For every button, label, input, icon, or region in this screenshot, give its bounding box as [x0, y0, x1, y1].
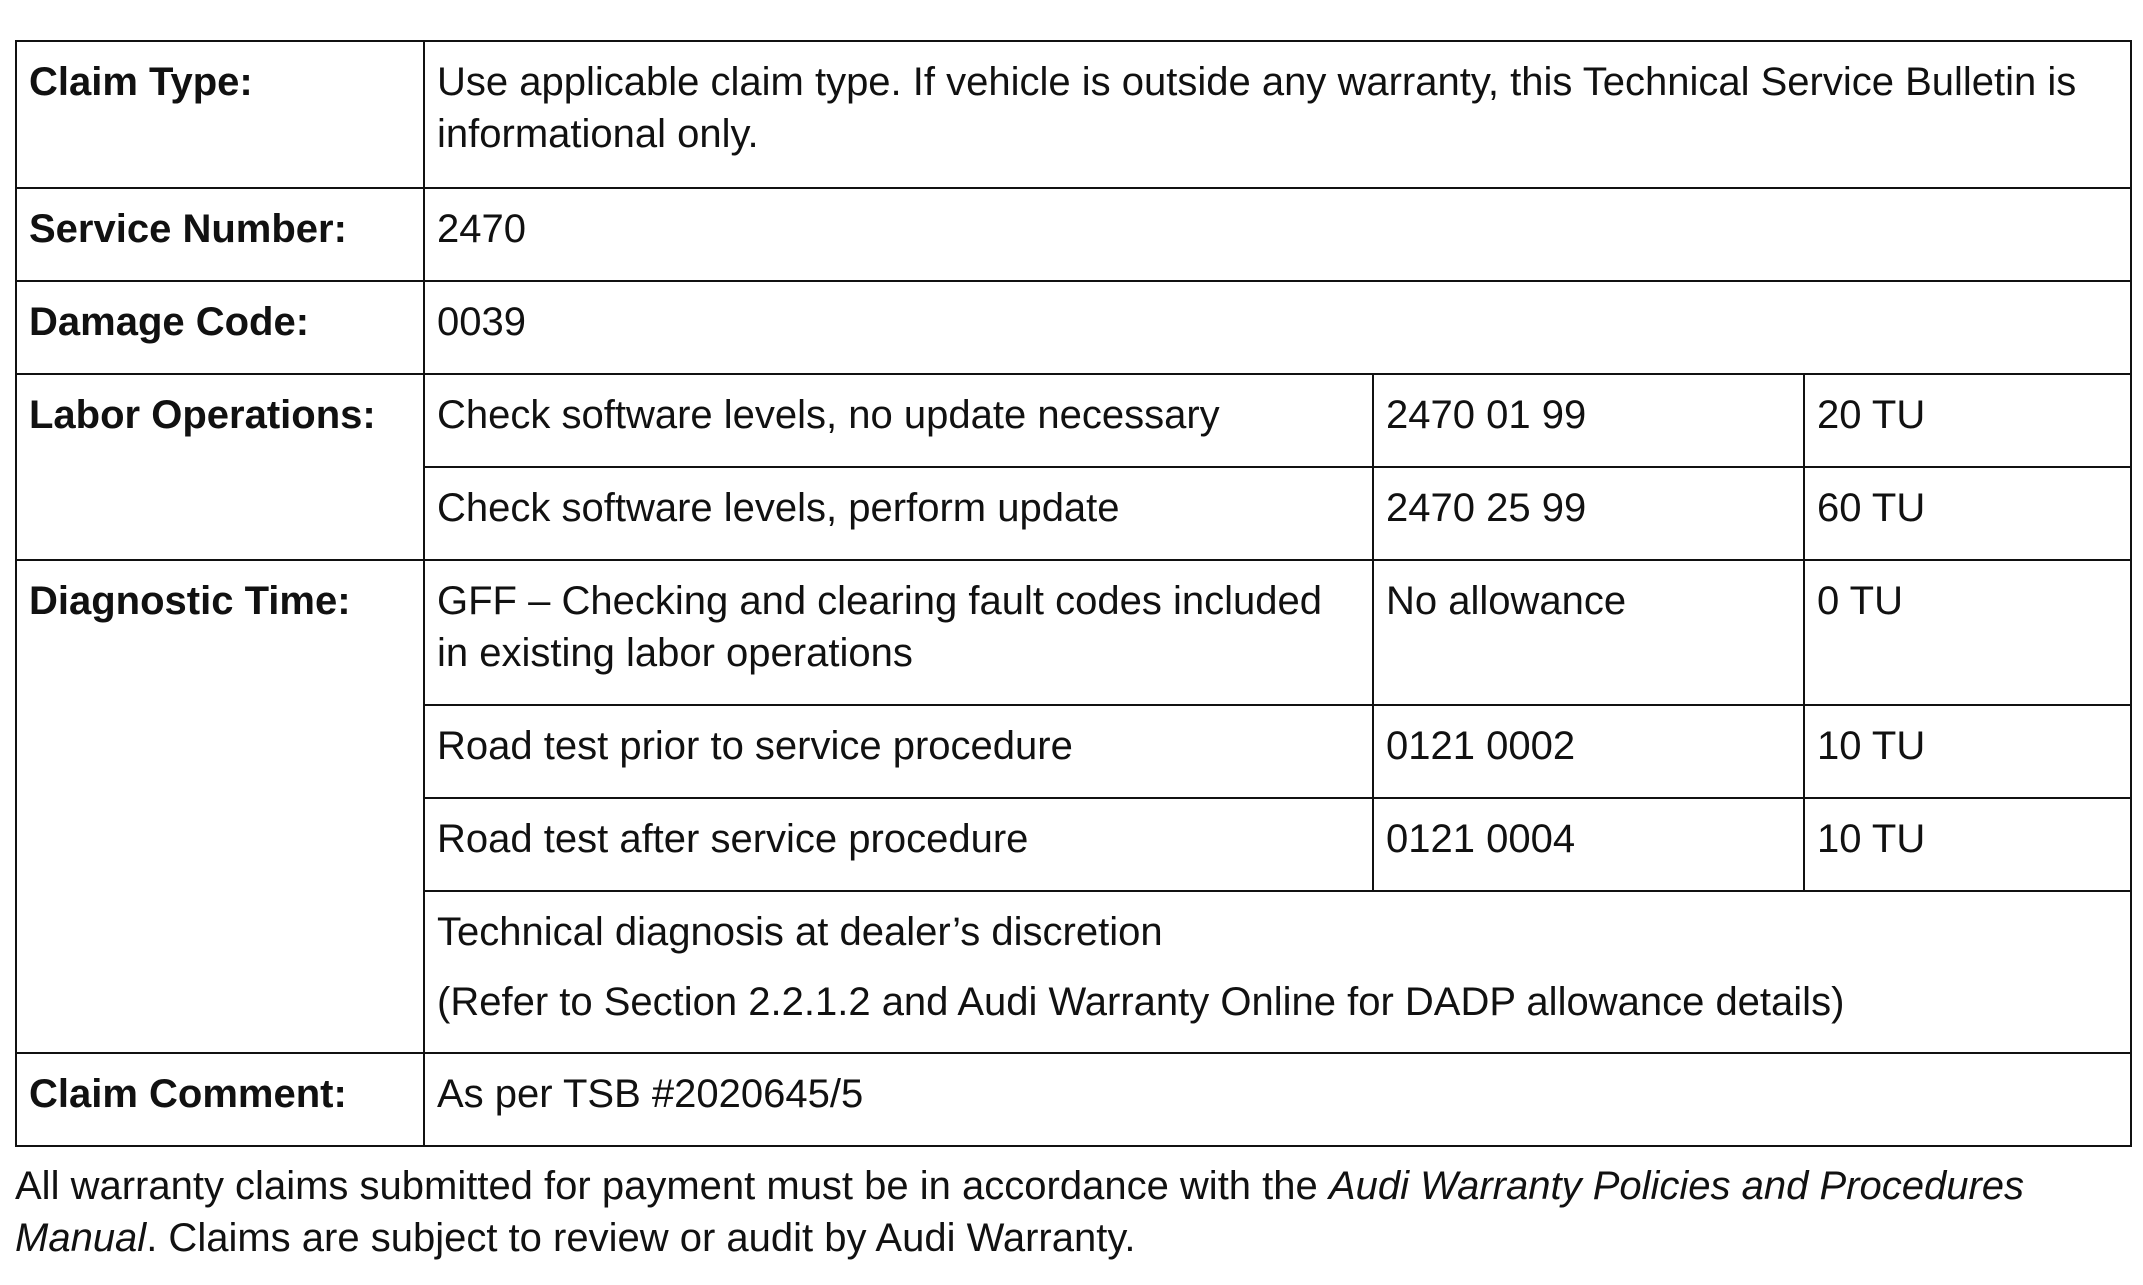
- footer-text-before: All warranty claims submitted for payment must be in accordance with the: [15, 1164, 1329, 1208]
- damage-code-row: [16, 281, 2131, 374]
- diagnostic-item-desc: GFF – Checking and clearing fault codes included in existing labor operations: [424, 560, 1373, 705]
- damage-code-label: Damage Code:: [16, 281, 424, 374]
- diagnostic-item-code: No allowance: [1373, 560, 1804, 705]
- warranty-footer-note: [15, 1160, 2135, 1264]
- claim-comment-row: [16, 1053, 2131, 1146]
- claim-comment-label: Claim Comment:: [16, 1053, 424, 1146]
- diagnostic-item-desc: Road test after service procedure: [424, 798, 1373, 891]
- footer-text-after: . Claims are subject to review or audit by Audi Warranty.: [146, 1216, 1136, 1260]
- service-number-label: Service Number:: [16, 188, 424, 281]
- diagnostic-time-label: Diagnostic Time:: [16, 560, 424, 1053]
- service-number-value: 2470: [424, 188, 2131, 281]
- diagnostic-item-code: 0121 0002: [1373, 705, 1804, 798]
- diagnostic-note-line2: (Refer to Section 2.2.1.2 and Audi Warranty Online for DADP allowance details): [437, 980, 1845, 1024]
- claim-type-label: Claim Type:: [16, 41, 424, 188]
- claim-type-value: Use applicable claim type. If vehicle is outside any warranty, this Technical Service Bulletin is informational only.: [424, 41, 2131, 188]
- claim-type-row: [16, 41, 2131, 188]
- labor-operation-time: 20 TU: [1804, 374, 2131, 467]
- labor-operation-row: [16, 374, 2131, 467]
- diagnostic-item-time: 10 TU: [1804, 705, 2131, 798]
- diagnostic-note: [424, 891, 2131, 1053]
- diagnostic-item-time: 0 TU: [1804, 560, 2131, 705]
- claim-info-table: [15, 40, 2132, 1147]
- labor-operation-code: 2470 01 99: [1373, 374, 1804, 467]
- diagnostic-item-time: 10 TU: [1804, 798, 2131, 891]
- diagnostic-item-desc: Road test prior to service procedure: [424, 705, 1373, 798]
- manual-title: Audi Warranty Policies and Procedures Manual: [15, 1164, 2025, 1260]
- diagnostic-time-row: [16, 560, 2131, 705]
- labor-operation-desc: Check software levels, no update necessary: [424, 374, 1373, 467]
- diagnostic-item-code: 0121 0004: [1373, 798, 1804, 891]
- labor-operation-time: 60 TU: [1804, 467, 2131, 560]
- labor-operation-desc: Check software levels, perform update: [424, 467, 1373, 560]
- damage-code-value: 0039: [424, 281, 2131, 374]
- labor-operations-label: Labor Operations:: [16, 374, 424, 560]
- service-number-row: [16, 188, 2131, 281]
- labor-operation-code: 2470 25 99: [1373, 467, 1804, 560]
- diagnostic-note-line1: Technical diagnosis at dealer’s discretion: [437, 910, 1163, 954]
- claim-comment-value: As per TSB #2020645/5: [424, 1053, 2131, 1146]
